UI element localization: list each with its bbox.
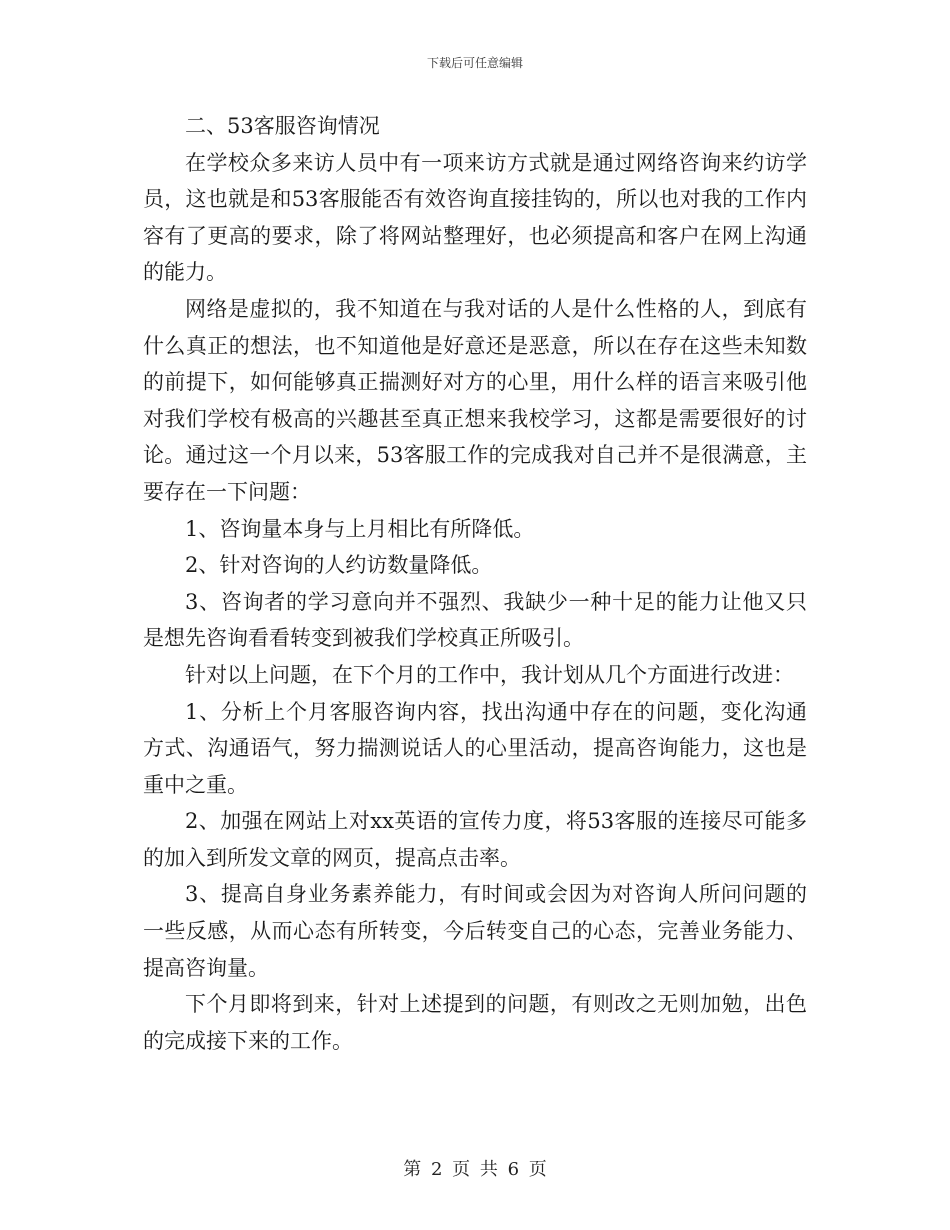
paragraph: 下个月即将到来，针对上述提到的问题，有则改之无则加勉，出色的完成接下来的工作。 [143,992,807,1053]
header-note: 下载后可任意编辑 [426,56,523,70]
list-item: 2、针对咨询的人约访数量降低。 [185,553,493,578]
paragraph: 网络是虚拟的，我不知道在与我对话的人是什么性格的人，到底有什么真正的想法，也不知道他是好意还是恶意，所以在存在这些未知数的前提下，如何能够真正揣测好对方的心里，用什么样的语言来吸引他对我们学校有极高的兴趣甚至真正想来我校学习，这都是需要很好的讨论。通过这一个月以来，53客服工作的完成我对自己并不是很满意，主要存在一下问题： [143,296,807,504]
paragraph: 在学校众多来访人员中有一项来访方式就是通过网络咨询来约访学员，这也就是和53客服能否有效咨询直接挂钩的，所以也对我的工作内容有了更高的要求，除了将网站整理好，也必须提高和客户在网上沟通的能力。 [143,150,807,285]
page-number: 第 2 页 共 6 页 [403,1159,547,1180]
list-item: 2、加强在网站上对xx英语的宣传力度，将53客服的连接尽可能多的加入到所发文章的网页，提高点击率。 [143,809,807,870]
section-heading: 二、53客服咨询情况 [185,114,380,138]
paragraph: 针对以上问题，在下个月的工作中，我计划从几个方面进行改进： [185,662,794,687]
list-item: 3、咨询者的学习意向并不强烈、我缺少一种十足的能力让他又只是想先咨询看看转变到被我们学校真正所吸引。 [143,589,807,651]
list-item: 3、提高自身业务素养能力，有时间或会因为对咨询人所问问题的一些反感，从而心态有所转变，今后转变自己的心态，完善业务能力、提高咨询量。 [143,882,807,980]
document-body [143,108,807,1059]
list-item: 1、咨询量本身与上月相比有所降低。 [185,516,535,541]
list-item: 1、分析上个月客服咨询内容，找出沟通中存在的问题，变化沟通方式、沟通语气，努力揣测说话人的心里活动，提高咨询能力，这也是重中之重。 [143,699,807,797]
